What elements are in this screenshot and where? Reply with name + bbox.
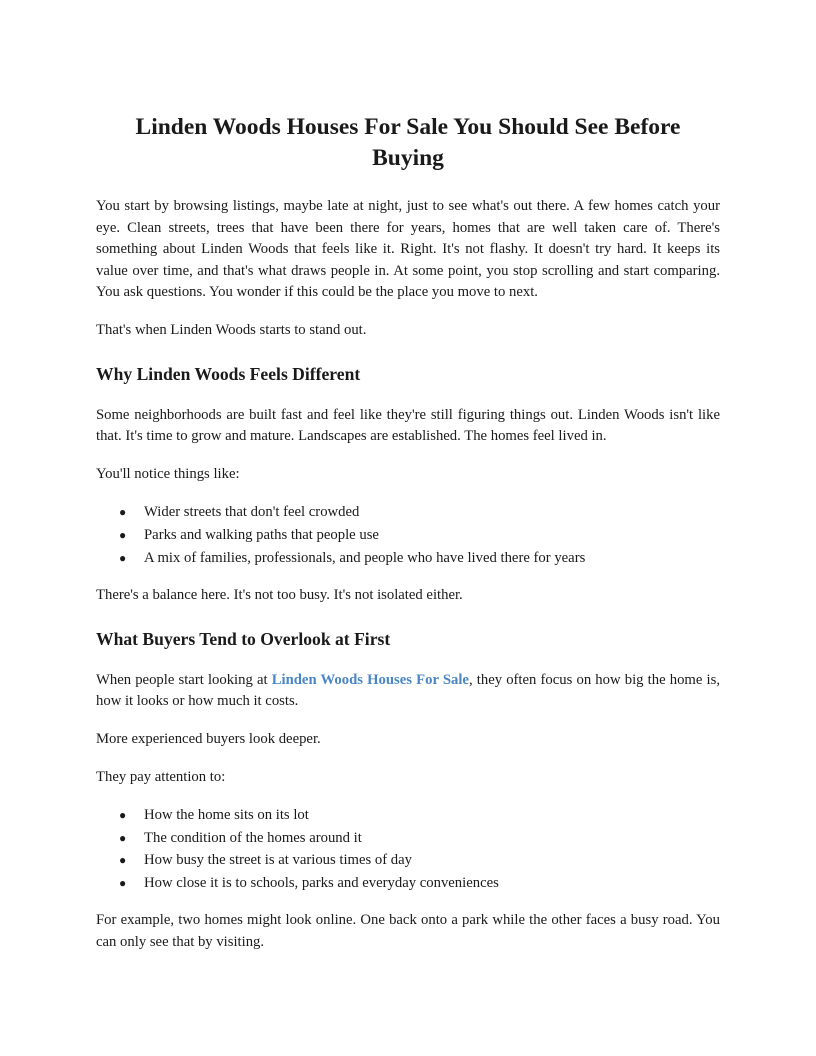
bullet-icon: ● <box>119 550 127 565</box>
bullet-icon: ● <box>119 505 127 520</box>
intro-followup: That's when Linden Woods starts to stand out. <box>96 321 367 338</box>
bullet-icon: ● <box>119 853 127 868</box>
bullet-icon: ● <box>119 875 127 890</box>
section1-list-intro: You'll notice things like: <box>96 465 240 482</box>
section2-text-after-link: , they often focus on how big the home is, how it looks or how much it costs. <box>96 671 720 710</box>
list-item-text: How busy the street is at various times of day <box>144 852 412 869</box>
section1-paragraph: Some neighborhoods are built fast and feel like they're still figuring things out. Linden Woods isn't like that. It's time to grow and mature. Landscapes are established. The homes feel lived in. <box>96 406 720 445</box>
document-title: Linden Woods Houses For Sale You Should See Before Buying <box>135 114 681 171</box>
document-page <box>96 112 720 970</box>
bullet-icon: ● <box>119 527 127 542</box>
list-item <box>96 501 720 524</box>
list-item-text: Wider streets that don't feel crowded <box>144 504 360 521</box>
section2-closing: For example, two homes might look online. One back onto a park while the other faces a busy road. You can only see that by visiting. <box>96 912 720 951</box>
section-heading-why-different: Why Linden Woods Feels Different <box>96 363 361 384</box>
list-item-text: A mix of families, professionals, and people who have lived there for years <box>144 549 586 566</box>
section-heading-buyers-overlook: What Buyers Tend to Overlook at First <box>96 628 391 649</box>
list-item <box>96 524 720 547</box>
list-item-text: The condition of the homes around it <box>144 829 362 846</box>
section1-bullet-list <box>96 501 720 569</box>
section1-closing: There's a balance here. It's not too busy. It's not isolated either. <box>96 587 463 604</box>
section2-paragraph <box>96 670 720 713</box>
list-item-text: Parks and walking paths that people use <box>144 526 379 543</box>
bullet-icon: ● <box>119 808 127 823</box>
bullet-icon: ● <box>119 830 127 845</box>
list-item <box>96 849 720 872</box>
list-item-text: How close it is to schools, parks and everyday conveniences <box>144 874 499 891</box>
list-item <box>96 547 720 570</box>
section2-list-intro: They pay attention to: <box>96 768 226 785</box>
list-item <box>96 804 720 827</box>
linden-woods-houses-link[interactable]: Linden Woods Houses For Sale <box>271 671 469 688</box>
list-item <box>96 872 720 895</box>
list-item <box>96 827 720 850</box>
list-item-text: How the home sits on its lot <box>144 807 309 824</box>
section2-text-before-link: When people start looking at <box>96 671 272 688</box>
section2-paragraph-2: More experienced buyers look deeper. <box>96 730 321 747</box>
section2-bullet-list <box>96 804 720 894</box>
intro-paragraph: You start by browsing listings, maybe late at night, just to see what's out there. A few homes catch your eye. Clean streets, trees that have been there for years, homes that are well taken care of. There's something about Linden Woods that feels like it. Right. It's not flashy. It doesn't try hard. It keeps its value over time, and that's what draws people in. At some point, you stop scrolling and start comparing. You ask questions. You wonder if this could be the place you move to next. <box>96 198 720 301</box>
